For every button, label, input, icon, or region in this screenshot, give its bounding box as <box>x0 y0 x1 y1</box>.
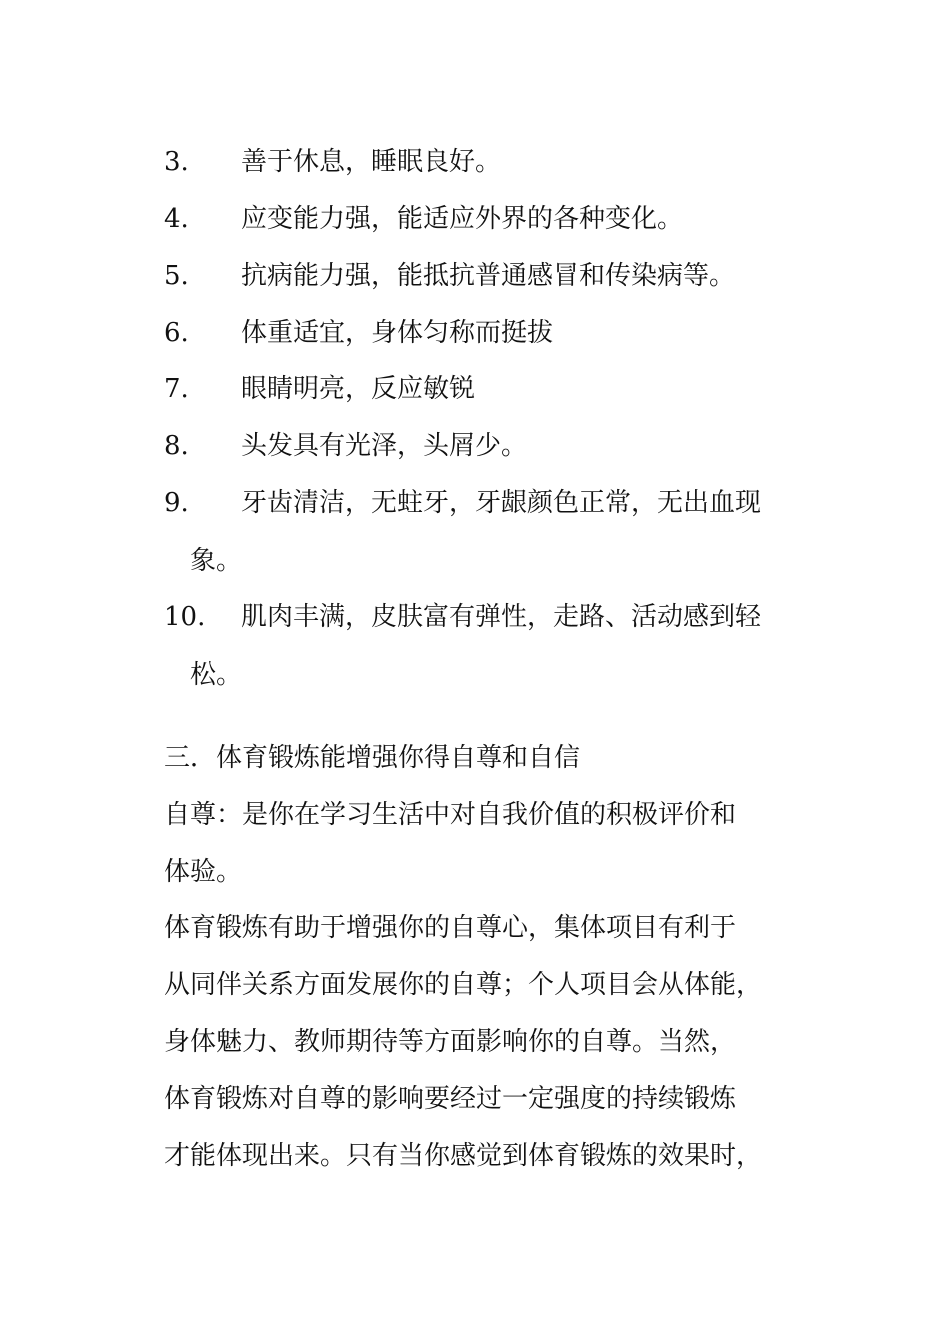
list-item-continuation <box>190 546 242 576</box>
paragraph-line: 自尊：是你在学习生活中对自我价值的积极评价和 <box>164 800 737 830</box>
list-text: 头发具有光泽，头屑少。 <box>241 431 528 461</box>
list-number: 3. <box>164 147 189 177</box>
list-item <box>164 602 762 632</box>
list-number: 10. <box>164 602 206 632</box>
section-heading: 三．体育锻炼能增强你得自尊和自信 <box>164 743 581 773</box>
list-number: 4. <box>164 204 189 234</box>
list-text: 善于休息，睡眠良好。 <box>241 147 502 177</box>
paragraph-line: 从同伴关系方面发展你的自尊；个人项目会从体能， <box>164 970 763 1000</box>
list-number: 5. <box>164 261 189 291</box>
list-item <box>164 488 762 518</box>
paragraph-line: 身体魅力、教师期待等方面影响你的自尊。当然， <box>164 1027 737 1057</box>
list-number: 9. <box>164 488 189 518</box>
list-number: 7. <box>164 374 189 404</box>
list-text: 肌肉丰满，皮肤富有弹性，走路、活动感到轻 <box>241 602 762 632</box>
paragraph-line: 体育锻炼有助于增强你的自尊心，集体项目有利于 <box>164 913 737 943</box>
list-item-continuation <box>190 660 242 690</box>
list-item <box>164 374 476 404</box>
list-text: 牙齿清洁，无蛀牙，牙龈颜色正常，无出血现 <box>241 488 762 518</box>
list-item <box>164 147 502 177</box>
paragraph-line: 体育锻炼对自尊的影响要经过一定强度的持续锻炼 <box>164 1084 737 1114</box>
list-text: 应变能力强，能适应外界的各种变化。 <box>241 204 684 234</box>
list-text: 松。 <box>190 660 243 690</box>
list-number: 8. <box>164 431 189 461</box>
list-text: 眼睛明亮，反应敏锐 <box>241 374 476 404</box>
list-item <box>164 204 684 234</box>
list-text: 象。 <box>190 546 243 576</box>
list-item <box>164 318 554 348</box>
list-item <box>164 261 736 291</box>
list-number: 6. <box>164 318 189 348</box>
paragraph-line: 体验。 <box>164 857 243 887</box>
list-text: 抗病能力强，能抵抗普通感冒和传染病等。 <box>241 261 736 291</box>
paragraph-line: 才能体现出来。只有当你感觉到体育锻炼的效果时， <box>164 1141 763 1171</box>
list-item <box>164 431 528 461</box>
list-text: 体重适宜，身体匀称而挺拔 <box>241 318 554 348</box>
